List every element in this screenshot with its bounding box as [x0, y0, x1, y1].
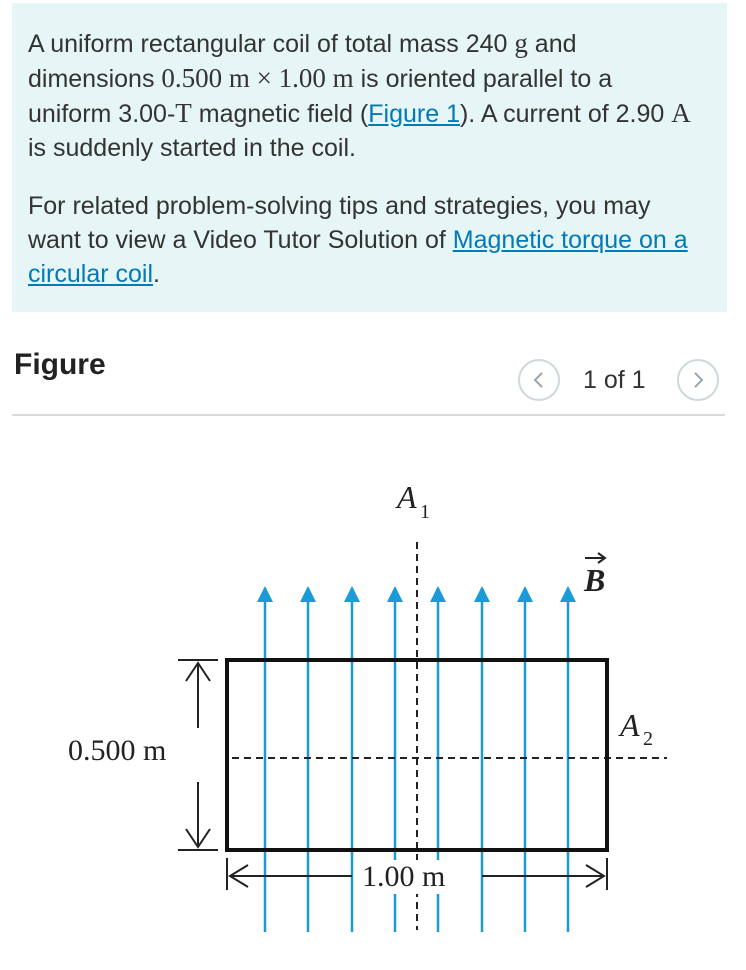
height-label: 0.500 m	[68, 734, 167, 767]
tips-text: For related problem-solving tips and strategies, you may want to view a Video Tutor Solution of	[28, 192, 651, 254]
problem-text-part: A uniform rectangular coil of total mass 240	[28, 30, 515, 58]
problem-text-part: magnetic field (	[191, 100, 369, 128]
problem-text-part: is oriented parallel to a uniform 3.00-	[28, 65, 613, 128]
field-arrowhead	[474, 586, 490, 602]
field-arrowhead	[430, 586, 446, 602]
figure-pager: 1 of 1	[583, 366, 646, 394]
width-label: 1.00 m	[362, 860, 446, 893]
tips-text-end: .	[153, 260, 160, 288]
axis-a2-subscript: 2	[643, 728, 653, 750]
video-tutor-link[interactable]: Magnetic torque on a circular coil	[28, 226, 688, 288]
field-vector-label	[583, 553, 605, 598]
figure-1-link[interactable]: Figure 1	[368, 100, 460, 128]
field-arrowhead	[517, 586, 533, 602]
unit-gram: g	[514, 28, 528, 58]
field-arrowhead	[300, 586, 316, 602]
field-arrowhead	[257, 586, 273, 602]
axis-a2-label: A	[620, 707, 640, 743]
field-b-label: B	[584, 562, 606, 598]
unit-tesla: T	[175, 98, 192, 128]
problem-text-part: ). A current of 2.90	[459, 100, 672, 128]
field-arrowhead	[387, 586, 403, 602]
field-arrowhead	[560, 586, 576, 602]
figure-heading: Figure	[14, 348, 106, 381]
coil-dimensions: 0.500 m × 1.00 m	[161, 63, 354, 93]
field-arrowhead	[344, 586, 360, 602]
problem-text-part: is suddenly started in the coil.	[28, 134, 356, 162]
axis-a1-label: A	[397, 479, 417, 515]
axis-a1-subscript: 1	[420, 501, 430, 523]
problem-text-part: and dimensions	[28, 30, 577, 93]
unit-ampere: A	[671, 98, 691, 128]
